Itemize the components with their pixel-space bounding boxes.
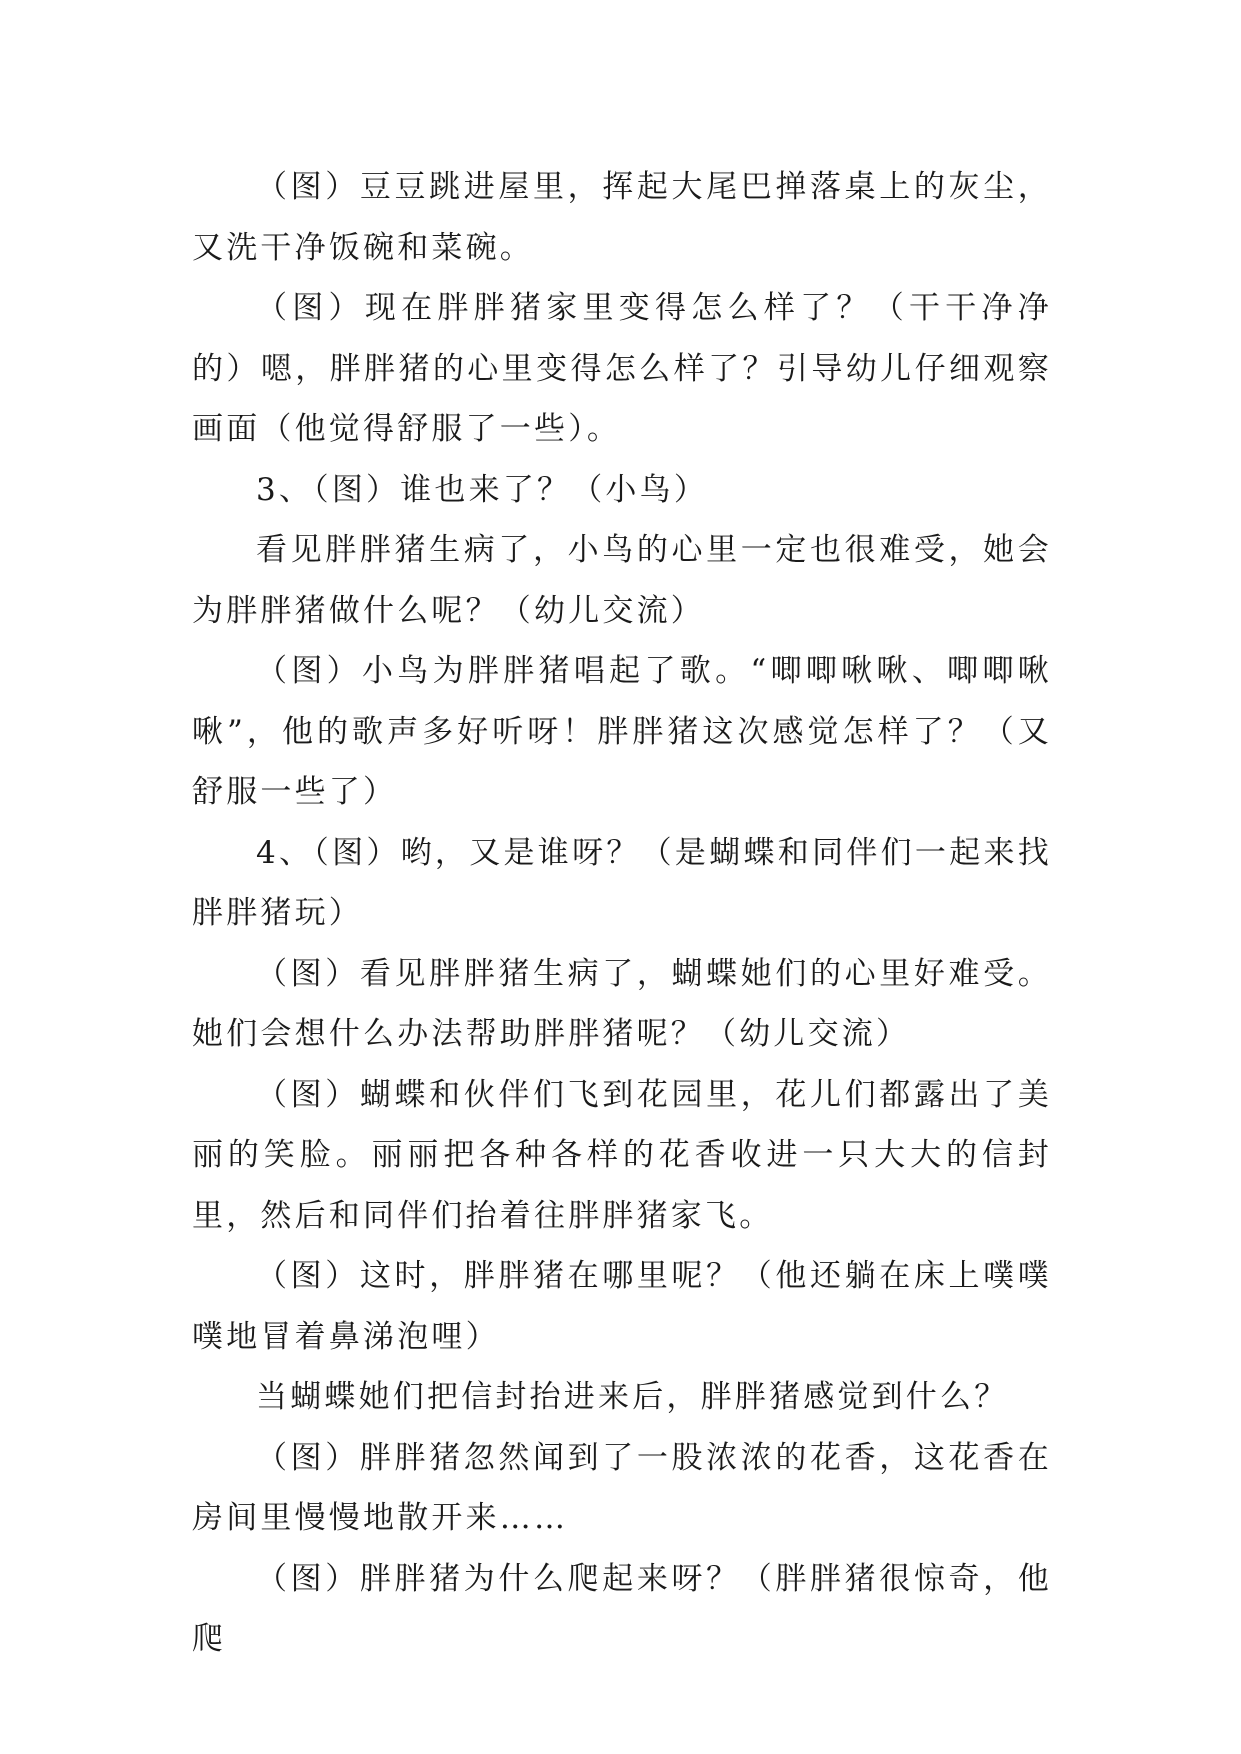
- body-text: [192, 157, 1052, 1670]
- paragraph-4: 看见胖胖猪生病了，小鸟的心里一定也很难受，她会为胖胖猪做什么呢？（幼儿交流）: [192, 532, 1052, 629]
- paragraph-12: （图）胖胖猪为什么爬起来呀？（胖胖猪很惊奇，他爬: [192, 1560, 1052, 1657]
- paragraph-7: （图）看见胖胖猪生病了，蝴蝶她们的心里好难受。她们会想什么办法帮助胖胖猪呢？（幼儿交流）: [192, 955, 1052, 1052]
- paragraph-11: （图）胖胖猪忽然闻到了一股浓浓的花香，这花香在房间里慢慢地散开来……: [192, 1439, 1052, 1536]
- paragraph-2: （图）现在胖胖猪家里变得怎么样了？（干干净净的）嗯，胖胖猪的心里变得怎么样了？引导幼儿仔细观察画面（他觉得舒服了一些）。: [192, 290, 1052, 447]
- paragraph-1: （图）豆豆跳进屋里，挥起大尾巴掸落桌上的灰尘，又洗干净饭碗和菜碗。: [192, 169, 1052, 266]
- paragraph-5: （图）小鸟为胖胖猪唱起了歌。“唧唧啾啾、唧唧啾啾”，他的歌声多好听呀！胖胖猪这次感觉怎样了？（又舒服一些了）: [192, 653, 1052, 810]
- paragraph-10: 当蝴蝶她们把信封抬进来后，胖胖猪感觉到什么？: [256, 1379, 1009, 1415]
- paragraph-8: （图）蝴蝶和伙伴们飞到花园里，花儿们都露出了美丽的笑脸。丽丽把各种各样的花香收进一只大大的信封里，然后和同伴们抬着往胖胖猪家飞。: [192, 1076, 1052, 1234]
- paragraph-9: （图）这时，胖胖猪在哪里呢？（他还躺在床上噗噗噗地冒着鼻涕泡哩）: [192, 1258, 1052, 1355]
- paragraph-3: 3、（图）谁也来了？（小鸟）: [256, 471, 709, 508]
- paragraph-6: 4、（图）哟，又是谁呀？（是蝴蝶和同伴们一起来找胖胖猪玩）: [192, 834, 1052, 931]
